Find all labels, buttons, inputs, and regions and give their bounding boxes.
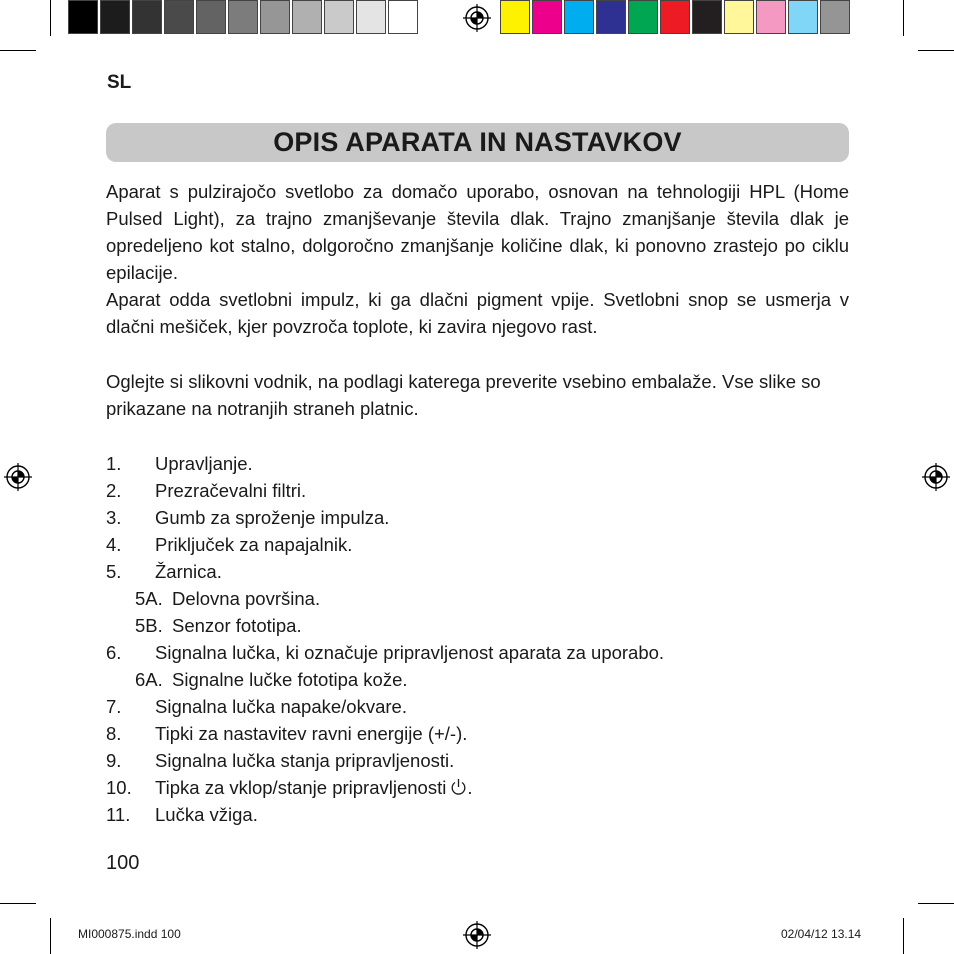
color-swatch bbox=[724, 0, 754, 34]
list-item-label: Tipka za vklop/stanje pripravljenosti bbox=[155, 777, 447, 798]
crop-mark bbox=[918, 903, 954, 904]
color-swatch bbox=[228, 0, 258, 34]
list-item-label: Tipki za nastavitev ravni energije (+/-). bbox=[155, 723, 468, 744]
section-title-bar bbox=[106, 123, 849, 162]
list-item bbox=[106, 477, 849, 504]
list-item-number: 5A. bbox=[135, 588, 163, 609]
list-item bbox=[106, 666, 849, 693]
list-item-label: Senzor fototipa. bbox=[172, 615, 302, 636]
list-item bbox=[106, 639, 849, 666]
crop-mark bbox=[903, 918, 904, 954]
list-item-label: Prezračevalni filtri. bbox=[155, 480, 307, 501]
list-item-text bbox=[155, 504, 389, 531]
color-swatch bbox=[820, 0, 850, 34]
color-swatch bbox=[628, 0, 658, 34]
list-item-text bbox=[155, 801, 258, 828]
list-item-text bbox=[155, 639, 664, 666]
list-item-label: Gumb za sproženje impulza. bbox=[155, 507, 390, 528]
parts-list bbox=[106, 450, 849, 828]
footer-date: 02/04/12 13.14 bbox=[781, 927, 862, 941]
list-item-text bbox=[155, 693, 407, 720]
list-item-number: 6A. bbox=[135, 669, 163, 690]
grayscale-color-bar bbox=[68, 0, 420, 36]
list-item-label: Upravljanje. bbox=[155, 453, 253, 474]
process-color-bar bbox=[500, 0, 852, 36]
crop-mark bbox=[918, 50, 954, 51]
color-swatch bbox=[164, 0, 194, 34]
list-item bbox=[106, 504, 849, 531]
list-item-text bbox=[155, 531, 352, 558]
color-swatch bbox=[692, 0, 722, 34]
list-item-number: 8. bbox=[106, 723, 122, 744]
color-swatch bbox=[68, 0, 98, 34]
crop-mark bbox=[0, 50, 36, 51]
registration-mark-icon bbox=[921, 462, 951, 492]
list-item-text bbox=[155, 720, 467, 747]
color-swatch bbox=[756, 0, 786, 34]
crop-mark bbox=[50, 0, 51, 36]
crop-mark bbox=[50, 918, 51, 954]
list-item-number: 6. bbox=[106, 642, 122, 663]
list-item-number: 5B. bbox=[135, 615, 163, 636]
list-item-label: Signalna lučka, ki označuje pripravljenost aparata za uporabo. bbox=[155, 642, 665, 663]
color-swatch bbox=[564, 0, 594, 34]
list-item bbox=[106, 693, 849, 720]
list-item-number: 3. bbox=[106, 507, 122, 528]
list-item bbox=[106, 585, 849, 612]
crop-mark bbox=[903, 0, 904, 36]
color-swatch bbox=[500, 0, 530, 34]
list-item-number: 4. bbox=[106, 534, 122, 555]
color-swatch bbox=[100, 0, 130, 34]
list-item-suffix: . bbox=[467, 777, 473, 798]
color-swatch bbox=[388, 0, 418, 34]
list-item-number: 10. bbox=[106, 777, 132, 798]
color-swatch bbox=[132, 0, 162, 34]
list-item-label: Lučka vžiga. bbox=[155, 804, 258, 825]
list-item-text bbox=[155, 477, 306, 504]
list-item-number: 9. bbox=[106, 750, 122, 771]
registration-mark-icon bbox=[462, 920, 492, 950]
list-item-text bbox=[172, 585, 320, 612]
color-swatch bbox=[196, 0, 226, 34]
list-item bbox=[106, 801, 849, 828]
color-swatch bbox=[532, 0, 562, 34]
list-item-text bbox=[172, 612, 302, 639]
list-item-number: 11. bbox=[106, 804, 131, 825]
color-swatch bbox=[596, 0, 626, 34]
page-title: OPIS APARATA IN NASTAVKOV bbox=[273, 127, 682, 157]
list-item-label: Žarnica. bbox=[155, 561, 222, 582]
color-swatch bbox=[660, 0, 690, 34]
list-item-number: 2. bbox=[106, 480, 122, 501]
list-item bbox=[106, 558, 849, 585]
guide-paragraph: Oglejte si slikovni vodnik, na podlagi katerega preverite vsebino embalaže. Vse slike so prikazane na notranjih straneh platnic. bbox=[106, 371, 821, 419]
list-item-label: Priključek za napajalnik. bbox=[155, 534, 353, 555]
description-paragraph: Aparat odda svetlobni impulz, ki ga dlačni pigment vpije. Svetlobni snop se usmerja v dlačni mešiček, kjer povzroča toplote, ki zavira njegovo rast. bbox=[106, 289, 849, 337]
list-item-number: 5. bbox=[106, 561, 122, 582]
power-icon bbox=[450, 778, 467, 796]
list-item bbox=[106, 531, 849, 558]
list-item bbox=[106, 720, 849, 747]
list-item-text bbox=[155, 774, 472, 801]
list-item-text bbox=[155, 558, 222, 585]
list-item-text bbox=[155, 450, 253, 477]
list-item bbox=[106, 612, 849, 639]
list-item bbox=[106, 747, 849, 774]
list-item-number: 1. bbox=[106, 453, 122, 474]
list-item bbox=[106, 450, 849, 477]
intro-paragraph: Aparat s pulzirajočo svetlobo za domačo uporabo, osnovan na tehnologiji HPL (Home Pulsed Light), za trajno zmanjševanje števila dlak. Trajno zmanjšanje števila dlak je opredeljeno kot stalno, dolgoročno zmanjšanje količine dlak, ki ponovno zrastejo po ciklu epilacije. bbox=[106, 181, 849, 283]
list-item-label: Signalna lučka stanja pripravljenosti. bbox=[155, 750, 455, 771]
list-item-number: 7. bbox=[106, 696, 122, 717]
list-item-text bbox=[155, 747, 454, 774]
color-swatch bbox=[292, 0, 322, 34]
page-number: 100 bbox=[106, 852, 140, 874]
footer-file-info: MI000875.indd 100 bbox=[78, 927, 181, 941]
list-item-label: Signalna lučka napake/okvare. bbox=[155, 696, 407, 717]
language-code: SL bbox=[107, 72, 132, 93]
list-item bbox=[106, 774, 849, 801]
crop-mark bbox=[0, 903, 36, 904]
registration-mark-icon bbox=[462, 3, 492, 33]
registration-mark-icon bbox=[3, 462, 33, 492]
color-swatch bbox=[356, 0, 386, 34]
color-swatch bbox=[788, 0, 818, 34]
color-swatch bbox=[260, 0, 290, 34]
list-item-label: Delovna površina. bbox=[172, 588, 321, 609]
list-item-text bbox=[172, 666, 408, 693]
list-item-label: Signalne lučke fototipa kože. bbox=[172, 669, 408, 690]
color-swatch bbox=[324, 0, 354, 34]
